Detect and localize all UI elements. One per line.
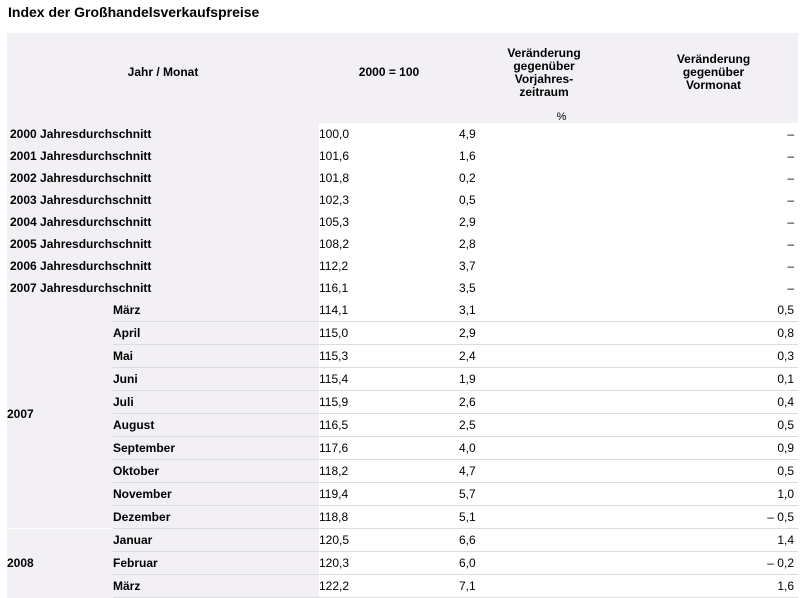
year-label: 2008	[7, 529, 113, 598]
index-value: 101,6	[319, 145, 459, 167]
table-row	[7, 460, 798, 483]
vorjahr-value: 2,4	[459, 345, 629, 368]
vorjahr-value: 2,5	[459, 414, 629, 437]
header-jahr-monat: Jahr / Monat	[7, 33, 319, 112]
table-row	[7, 299, 798, 322]
vorjahr-value: 2,6	[459, 391, 629, 414]
vormonat-value: 0,5	[629, 414, 798, 437]
row-label: 2004 Jahresdurchschnitt	[7, 211, 319, 233]
month-label: Dezember	[113, 506, 319, 529]
row-label: 2007 Jahresdurchschnitt	[7, 277, 319, 299]
header-vorjahr: Veränderung gegenüber Vorjahres- zeitraum	[459, 33, 629, 112]
vorjahr-value: 3,1	[459, 299, 629, 322]
table-row	[7, 255, 798, 277]
row-label: 2001 Jahresdurchschnitt	[7, 145, 319, 167]
vorjahr-value: 0,5	[459, 189, 629, 211]
month-label: April	[113, 322, 319, 345]
month-label: Juli	[113, 391, 319, 414]
vormonat-value: 0,5	[629, 299, 798, 322]
vorjahr-value: 0,2	[459, 167, 629, 189]
table-row	[7, 483, 798, 506]
table-row	[7, 189, 798, 211]
index-value: 120,3	[319, 552, 459, 575]
index-value: 100,0	[319, 123, 459, 145]
month-label: November	[113, 483, 319, 506]
index-value: 122,2	[319, 575, 459, 598]
table-row	[7, 123, 798, 145]
price-index-table	[7, 33, 798, 598]
vormonat-value: 0,4	[629, 391, 798, 414]
page-title: Index der Großhandelsverkaufspreise	[8, 4, 260, 20]
row-label: 2005 Jahresdurchschnitt	[7, 233, 319, 255]
table-row	[7, 391, 798, 414]
table-row	[7, 506, 798, 529]
vormonat-value: 0,1	[629, 368, 798, 391]
header-index: 2000 = 100	[319, 33, 459, 112]
vormonat-value: –	[629, 255, 798, 277]
vorjahr-value: 7,1	[459, 575, 629, 598]
index-value: 101,8	[319, 167, 459, 189]
header-unit: %	[459, 112, 629, 123]
vormonat-value: 1,6	[629, 575, 798, 598]
table-row	[7, 277, 798, 299]
month-label: März	[113, 575, 319, 598]
vorjahr-value: 5,7	[459, 483, 629, 506]
row-label: 2006 Jahresdurchschnitt	[7, 255, 319, 277]
vormonat-value: –	[629, 211, 798, 233]
month-label: August	[113, 414, 319, 437]
month-label: März	[113, 299, 319, 322]
vormonat-value: 0,5	[629, 460, 798, 483]
vormonat-value: –	[629, 277, 798, 299]
vorjahr-value: 2,8	[459, 233, 629, 255]
table-row	[7, 211, 798, 233]
index-value: 116,1	[319, 277, 459, 299]
table-row	[7, 552, 798, 575]
vorjahr-value: 3,5	[459, 277, 629, 299]
year-label: 2007	[7, 299, 113, 529]
vorjahr-value: 6,6	[459, 529, 629, 552]
index-value: 112,2	[319, 255, 459, 277]
vormonat-value: 0,3	[629, 345, 798, 368]
vormonat-value: –	[629, 145, 798, 167]
vorjahr-value: 4,7	[459, 460, 629, 483]
table-row	[7, 414, 798, 437]
month-label: Mai	[113, 345, 319, 368]
table-row	[7, 437, 798, 460]
table-row	[7, 575, 798, 598]
index-value: 117,6	[319, 437, 459, 460]
vormonat-value: –	[629, 189, 798, 211]
table-row	[7, 529, 798, 552]
index-value: 114,1	[319, 299, 459, 322]
vorjahr-value: 4,9	[459, 123, 629, 145]
row-label: 2003 Jahresdurchschnitt	[7, 189, 319, 211]
vormonat-value: 1,4	[629, 529, 798, 552]
month-label: Januar	[113, 529, 319, 552]
month-label: Februar	[113, 552, 319, 575]
vorjahr-value: 2,9	[459, 322, 629, 345]
index-value: 102,3	[319, 189, 459, 211]
vormonat-value: –	[629, 123, 798, 145]
vorjahr-value: 3,7	[459, 255, 629, 277]
vorjahr-value: 1,9	[459, 368, 629, 391]
month-label: Oktober	[113, 460, 319, 483]
vormonat-value: –	[629, 167, 798, 189]
index-value: 115,3	[319, 345, 459, 368]
vorjahr-value: 5,1	[459, 506, 629, 529]
index-value: 116,5	[319, 414, 459, 437]
index-value: 115,4	[319, 368, 459, 391]
index-value: 118,8	[319, 506, 459, 529]
vorjahr-value: 4,0	[459, 437, 629, 460]
vormonat-value: – 0,2	[629, 552, 798, 575]
table-row	[7, 167, 798, 189]
index-value: 120,5	[319, 529, 459, 552]
row-label: 2000 Jahresdurchschnitt	[7, 123, 319, 145]
table-row	[7, 322, 798, 345]
table-row	[7, 145, 798, 167]
row-label: 2002 Jahresdurchschnitt	[7, 167, 319, 189]
table-row	[7, 368, 798, 391]
month-label: Juni	[113, 368, 319, 391]
month-label: September	[113, 437, 319, 460]
vorjahr-value: 2,9	[459, 211, 629, 233]
vorjahr-value: 6,0	[459, 552, 629, 575]
vormonat-value: –	[629, 233, 798, 255]
index-value: 119,4	[319, 483, 459, 506]
vormonat-value: 1,0	[629, 483, 798, 506]
header-vormonat: Veränderung gegenüber Vormonat	[629, 33, 798, 112]
index-value: 108,2	[319, 233, 459, 255]
vormonat-value: 0,8	[629, 322, 798, 345]
vormonat-value: – 0,5	[629, 506, 798, 529]
vormonat-value: 0,9	[629, 437, 798, 460]
vorjahr-value: 1,6	[459, 145, 629, 167]
index-value: 115,9	[319, 391, 459, 414]
index-value: 105,3	[319, 211, 459, 233]
index-value: 118,2	[319, 460, 459, 483]
table-row	[7, 233, 798, 255]
index-value: 115,0	[319, 322, 459, 345]
table-row	[7, 345, 798, 368]
